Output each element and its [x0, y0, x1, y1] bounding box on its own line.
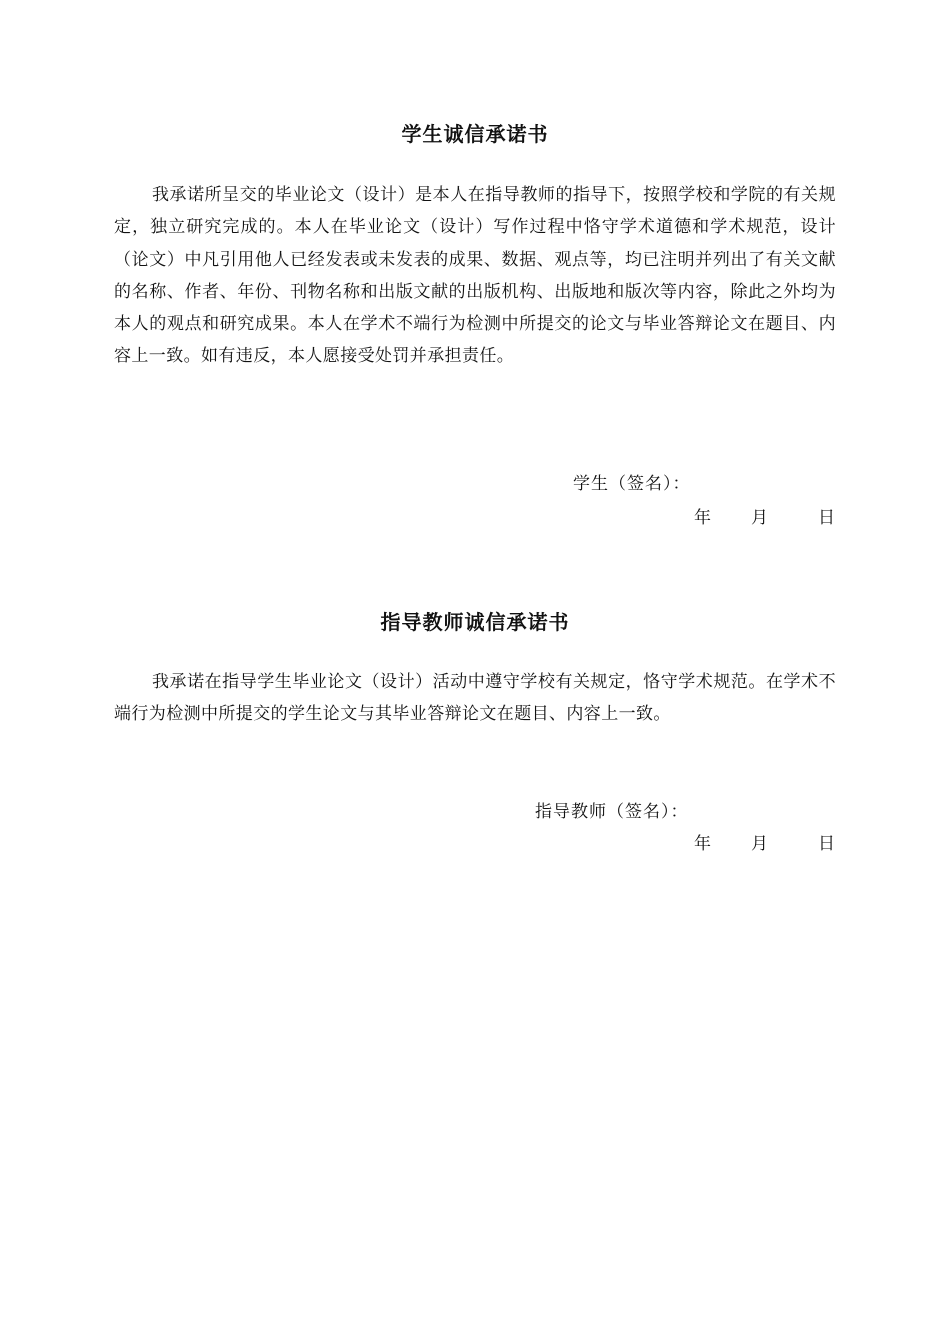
student-date-day: 日: [818, 508, 835, 528]
student-pledge-body: 我承诺所呈交的毕业论文（设计）是本人在指导教师的指导下，按照学校和学院的有关规定，独立研究完成的。本人在毕业论文（设计）写作过程中恪守学术道德和学术规范，设计（论文）中凡引用他人已经发表或未发表的成果、数据、观点等，均已注明并列出了有关文献的名称、作者、年份、刊物名称和出版文献的出版机构、出版地和版次等内容，除此之外均为本人的观点和研究成果。本人在学术不端行为检测中所提交的论文与毕业答辩论文在题目、内容上一致。如有违反，本人愿接受处罚并承担责任。: [114, 185, 836, 367]
teacher-pledge-title: 指导教师诚信承诺书: [380, 610, 570, 634]
student-pledge-title: 学生诚信承诺书: [401, 122, 549, 146]
teacher-date-row: [694, 829, 836, 855]
student-date-month: 月: [751, 508, 768, 528]
teacher-signature-label: 指导教师（签名）：: [535, 802, 689, 822]
teacher-pledge-body: 我承诺在指导学生毕业论文（设计）活动中遵守学校有关规定，恪守学术规范。在学术不端行为检测中所提交的学生论文与其毕业答辩论文在题目、内容上一致。: [114, 672, 836, 725]
student-signature-label: 学生（签名）：: [573, 474, 691, 494]
teacher-date-day: 日: [818, 834, 835, 854]
student-date-row: [694, 503, 836, 529]
teacher-date-year: 年: [694, 834, 711, 854]
student-date-year: 年: [694, 508, 711, 528]
teacher-date-month: 月: [751, 834, 768, 854]
